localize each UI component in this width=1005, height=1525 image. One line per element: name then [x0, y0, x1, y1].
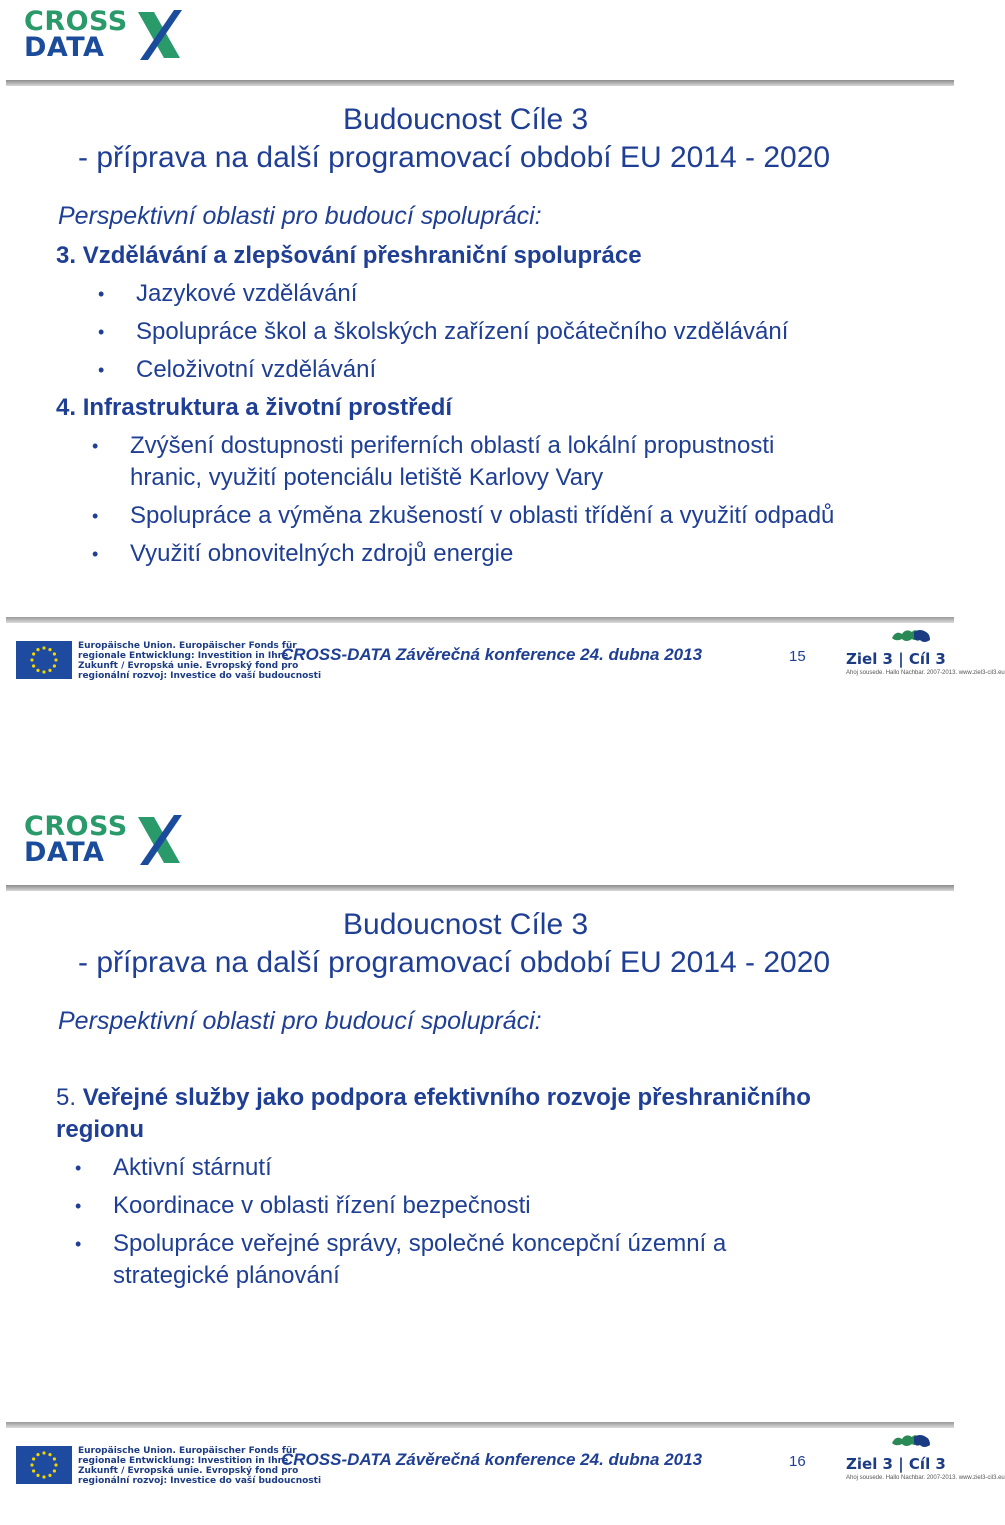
section-heading	[56, 240, 642, 272]
ziel3-logo	[846, 628, 1005, 684]
list-item: • Spolupráce a výměna zkušeností v oblasti třídění a využití odpadů	[130, 500, 850, 532]
section-number: 4.	[56, 394, 77, 421]
cross-data-logo	[24, 811, 184, 867]
section-heading-text: Vzdělávání a zlepšování přeshraniční spolupráce	[82, 242, 642, 269]
puzzle-icon	[890, 628, 932, 650]
section-heading-text: Veřejné služby jako podpora efektivního rozvoje přeshraničního regionu	[56, 1084, 811, 1143]
bullet-list	[130, 430, 850, 570]
logo-word-cross: CROSS	[24, 811, 128, 842]
footer-conference-text: CROSS-DATA Závěrečná konference 24. dubna 2013	[281, 1450, 703, 1469]
eu-flag-icon	[16, 641, 72, 679]
slide-title-line2: - příprava na další programovací období EU 2014 - 2020	[78, 141, 831, 174]
footer-rule	[6, 617, 954, 623]
list-item: • Koordinace v oblasti řízení bezpečnosti	[113, 1190, 813, 1222]
list-item: • Zvýšení dostupnosti periferních oblastí a lokální propustnosti hranic, využití potenciálu letiště Karlovy Vary	[130, 430, 850, 494]
section-heading	[56, 392, 452, 424]
bullet-list	[136, 278, 926, 386]
logo-word-data: DATA	[24, 837, 105, 868]
logo-word-cross: CROSS	[24, 6, 128, 37]
ziel3-text: Ziel 3 | Cíl 3	[846, 1455, 946, 1473]
logo-x-icon	[134, 811, 184, 867]
section-number: 5.	[56, 1084, 77, 1111]
ziel3-logo	[846, 1433, 1005, 1489]
logo-x-icon	[134, 6, 184, 62]
slide-title-line2: - příprava na další programovací období EU 2014 - 2020	[78, 946, 831, 979]
list-item: • Jazykové vzdělávání	[136, 278, 926, 310]
eu-funding-text: Europäische Union. Europäischer Fonds für regionale Entwicklung: Investition in Ihre Zukunft / Evropská unie. Evropský fond pro regionální rozvoj: Investice do vaší budoucnosti	[78, 1446, 322, 1486]
footer-rule	[6, 1422, 954, 1428]
eu-flag-icon	[16, 1446, 72, 1484]
bullet-list	[113, 1152, 813, 1292]
slide-16	[0, 805, 1005, 1525]
logo-word-data: DATA	[24, 32, 105, 63]
list-item: • Aktivní stárnutí	[113, 1152, 813, 1184]
page-number: 15	[789, 648, 806, 665]
ziel3-tagline: Ahoj sousede. Hallo Nachbar. 2007-2013. www.ziel3-cil3.eu	[846, 670, 1005, 676]
puzzle-icon	[890, 1433, 932, 1455]
header-rule	[6, 80, 954, 86]
list-item: • Využití obnovitelných zdrojů energie	[130, 538, 850, 570]
page-number: 16	[789, 1453, 806, 1470]
footer-conference-text: CROSS-DATA Závěrečná konference 24. dubna 2013	[281, 645, 703, 664]
list-item: • Spolupráce veřejné správy, společné koncepční územní a strategické plánování	[113, 1228, 813, 1292]
header-rule	[6, 885, 954, 891]
ziel3-tagline: Ahoj sousede. Hallo Nachbar. 2007-2013. www.ziel3-cil3.eu	[846, 1475, 1005, 1481]
cross-data-logo	[24, 6, 184, 62]
list-item: • Spolupráce škol a školských zařízení počátečního vzdělávání	[136, 316, 926, 348]
list-item: • Celoživotní vzdělávání	[136, 354, 926, 386]
section-heading	[56, 1082, 896, 1146]
slide-title: Budoucnost Cíle 3	[343, 103, 589, 136]
section-number: 3.	[56, 242, 77, 269]
eu-funding-text: Europäische Union. Europäischer Fonds für regionale Entwicklung: Investition in Ihre Zukunft / Evropská unie. Evropský fond pro regionální rozvoj: Investice do vaší budoucnosti	[78, 641, 322, 681]
slide-15	[0, 0, 1005, 720]
slide-subtitle: Perspektivní oblasti pro budoucí spolupráci:	[58, 202, 542, 230]
slide-title: Budoucnost Cíle 3	[343, 908, 589, 941]
slide-subtitle: Perspektivní oblasti pro budoucí spolupráci:	[58, 1007, 542, 1035]
section-heading-text: Infrastruktura a životní prostředí	[82, 394, 453, 421]
ziel3-text: Ziel 3 | Cíl 3	[846, 650, 946, 668]
